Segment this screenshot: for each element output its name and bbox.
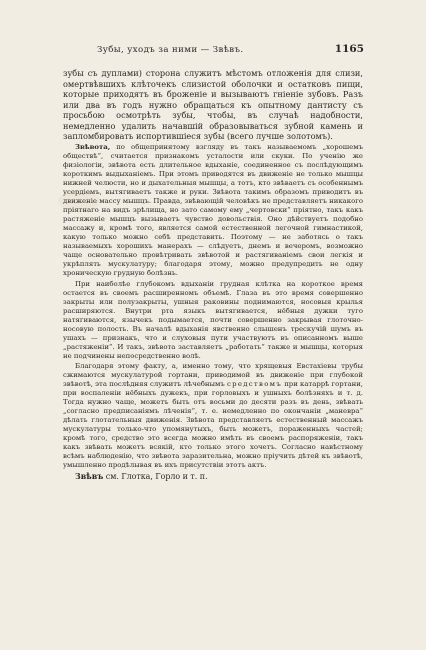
page-body bbox=[63, 68, 363, 482]
paragraph-3-part-b: при катаррѣ гортани, при воспаленіи нёбныхъ дужекъ, при горловыхъ и ушныхъ болѣзняхъ и т. д. Тогда нужно чаще, можетъ быть отъ восьми до десяти разъ въ день, звѣвать „согласно предписаніямъ лѣченія“, т. е. немедленно по окончаніи „маневра“ дѣлать глотательныя движенія. Звѣвота представляетъ естественный массажъ мускулатуры только-что упомянутыхъ, быть можетъ, пораженныхъ частей; кромѣ того, средство это всегда можно имѣть въ своемъ распоряженіи, такъ какъ звѣвать можетъ всякій, кто только этого хочетъ. Согласно навѣстному всѣмъ наблюденію, что звѣвота заразительна, можно пріучить дѣтей къ звѣвотѣ, умышленно продѣлывая въ ихъ присутствіи этотъ актъ. bbox=[63, 380, 363, 470]
crossref-headword: Звѣвъ bbox=[75, 471, 104, 481]
article-paragraph-1: по общепринятому взгляду въ такъ называемомъ „хорошемъ обществѣ“, считается признакомъ усталости или скуки. По ученію же физіологіи, звѣвота есть длительное вдыханіе, соединенное съ послѣдующимъ короткимъ выдыханіемъ. При этомъ приводятся въ движеніе не только мышцы нижней челюсти, но и дыхательныя мышцы, а тотъ, кто звѣваетъ съ особеннымъ усердіемъ, вытягиваетъ также и руки. Звѣвота такимъ образомъ приводитъ въ движеніе массу мышцъ. Правда, звѣвающій человѣкъ не представляетъ никакого пріятнаго на видъ зрѣлища, но зато самому ему „чертовски“ пріятно, такъ какъ растяженіе мышцъ вызываетъ чувство довольствія. Оно дѣйствуетъ подобно массажу и, кромѣ того, является самой естественной легочной гимнастикой, какую только можно себѣ представить. Поэтому — не заботясь о такъ называемыхъ хорошихъ манерахъ — слѣдуетъ, днемъ и вечеромъ, возможно чаще основательно провѣтривать звѣвотой и растягиваніемъ свои легкія и укрѣплять мускулатуру; благодаря этому, можно предупредить не одну хроническую грудную болѣзнь. bbox=[63, 142, 363, 278]
crossref-entry bbox=[63, 472, 363, 483]
article-headword: Звѣвота, bbox=[75, 142, 111, 151]
spaced-emphasis: средствомъ bbox=[226, 380, 283, 389]
page-header bbox=[63, 43, 364, 57]
paragraph-3-part-a: Благодаря этому факту, а, именно тому, что хрящевыя Евстахіевы трубы сжимаются мускулатурой гортани, приводимой въ движеніе при глубокой звѣвотѣ, эта послѣдняя служитъ лѣчебнымъ bbox=[63, 361, 363, 389]
article-paragraph-3 bbox=[63, 362, 363, 471]
crossref-text: см. Глотка, Горло и т. п. bbox=[105, 471, 208, 481]
page-number: 1165 bbox=[334, 43, 364, 55]
continued-paragraph: зубы съ дуплами) сторона служитъ мѣстомъ отложенія для слизи, омертвѣвшихъ клѣточекъ слизистой оболочки и остатковъ пищи, которые приходятъ въ броженіе и вызываютъ гніеніе зубовъ. Разъ или два въ годъ нужно обращаться къ опытному дантисту съ просьбою осмотрѣть зубы, чтобы, въ случаѣ надобности, немедленно удалить начавшій образовываться зубной камень и запломбировать испортившіеся зубы (всего лучше золотомъ). bbox=[63, 68, 363, 142]
article-paragraph-2: При наиболѣе глубокомъ вдыханіи грудная клѣтка на короткое время остается въ своемъ расширенномъ объемѣ. Глаза въ это время совершенно закрыты или полузакрыты, ушныя раковины поднимаются, носовыя крылья расширяются. Внутри рта языкъ вытягивается, нёбныя дужки туго натягиваются, язычекъ подымается, почти совершенно закрывая глоточно-носовую полость. Въ началѣ вдыханія явственно слышенъ трескучій шумъ въ ушахъ — признакъ, что и слуховыя пути участвуютъ въ описанномъ выше „растяженіи“. И такъ, звѣвота заставляетъ „работать“ также и мышцы, которыя не подчинены непосредственно волѣ. bbox=[63, 279, 363, 360]
article-zevota-intro bbox=[63, 143, 363, 279]
running-title: Зубы, уходъ за ними — Звѣвъ. bbox=[97, 45, 244, 55]
